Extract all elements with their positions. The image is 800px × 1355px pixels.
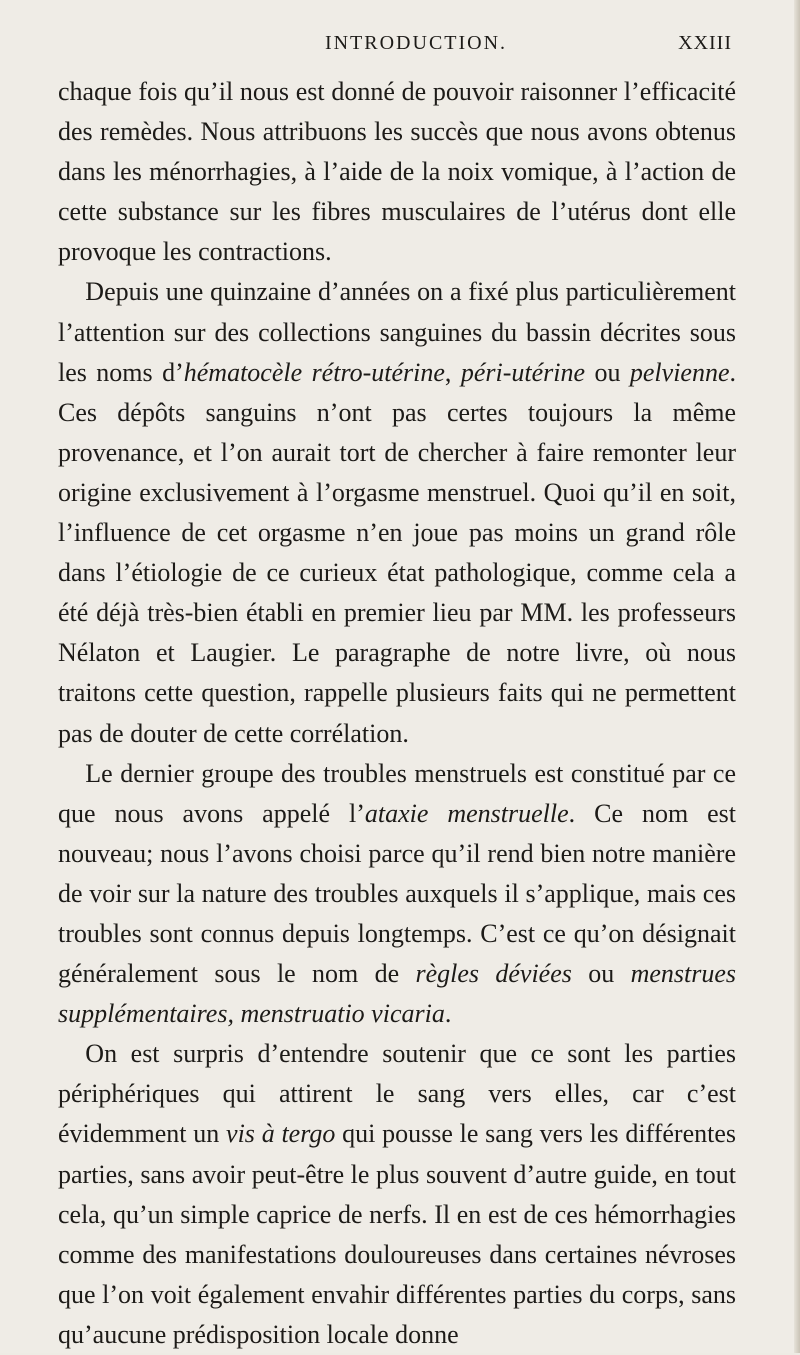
term-regles-deviees: règles déviées — [415, 959, 572, 989]
running-head: INTRODUCTION. — [324, 32, 508, 54]
paragraph-2-text-d: . Ces dépôts sanguins n’ont pas certes toujours la même provenance, et l’on aurait tort de chercher à faire remonter leur origine exclusivement à l’orgasme menstruel. Quoi qu’il en soit, l’influence de cet orgasme n’en joue pas moins un grand rôle dans l’étiologie de ce curieux état pathologique, comme cela a été déjà très-bien établi en premier lieu par MM. les professeurs Nélaton et Laugier. Le paragraphe de notre livre, où nous traitons cette question, rappelle plusieurs faits qui ne permettent pas de douter de cette corrélation. — [58, 357, 736, 748]
term-pelvienne: pelvienne — [629, 357, 730, 387]
paragraph-4-text-b: qui pousse le sang vers les différentes parties, sans avoir peut-être le plus souvent d’autre guide, en tout cela, qu’un simple caprice de nerfs. Il en est de ces hémorrhagies comme des manifestations douloureuses dans certaines névroses que l’on voit également envahir différentes parties du corps, sans qu’aucune prédisposition locale donne — [58, 1119, 737, 1349]
paragraph-1 — [58, 72, 736, 272]
paragraph-3-text-c: ou — [571, 959, 631, 989]
paragraph-1-text: chaque fois qu’il nous est donné de pouvoir raisonner l’efficacité des remèdes. Nous attribuons les succès que nous avons obtenus dans les ménorrhagies, à l’aide de la noix vomique, à l’action de cette substance sur les fibres musculaires de l’utérus dont elle provoque les contractions. — [58, 77, 736, 267]
paragraph-3-text-d: . — [444, 999, 452, 1029]
page-header — [56, 32, 776, 72]
term-ataxie-menstruelle: ataxie menstruelle — [364, 798, 569, 828]
paragraph-2 — [58, 272, 736, 753]
term-hematocele: hématocèle rétro-utérine — [183, 357, 445, 387]
body-text — [58, 72, 736, 1355]
page-edge-shadow — [794, 0, 800, 1353]
term-vis-a-tergo: vis à tergo — [226, 1119, 336, 1149]
paragraph-4-text-a: On est surpris d’entendre soutenir que ce sont les parties périphériques qui attirent le sang vers elles, car c’est évidemment un — [58, 1039, 736, 1149]
paragraph-2-text-a: Depuis une quinzaine d’années on a fixé plus particulièrement l’attention sur des collections sanguines du bassin décrites sous les noms d’ — [58, 277, 736, 387]
term-menstrues-supplementaires: menstrues supplémentaires, menstruatio vicaria — [58, 959, 737, 1029]
paragraph-3-text-a: Le dernier groupe des troubles menstruels est constitué par ce que nous avons appelé l’ — [58, 758, 736, 828]
paragraph-2-text-b: , — [444, 357, 461, 387]
paragraph-4 — [58, 1034, 736, 1355]
term-peri-uterine: péri-utérine — [460, 357, 586, 387]
page-number: XXIII — [678, 32, 732, 54]
paragraph-3 — [58, 754, 736, 1035]
paragraph-2-text-c: ou — [585, 357, 630, 387]
paragraph-3-text-b: . Ce nom est nouveau; nous l’avons choisi parce qu’il rend bien notre manière de voir sur la nature des troubles auxquels il s’applique, mais ces troubles sont connus depuis longtemps. C’est ce qu’on désignait généralement sous le nom de — [58, 798, 736, 989]
